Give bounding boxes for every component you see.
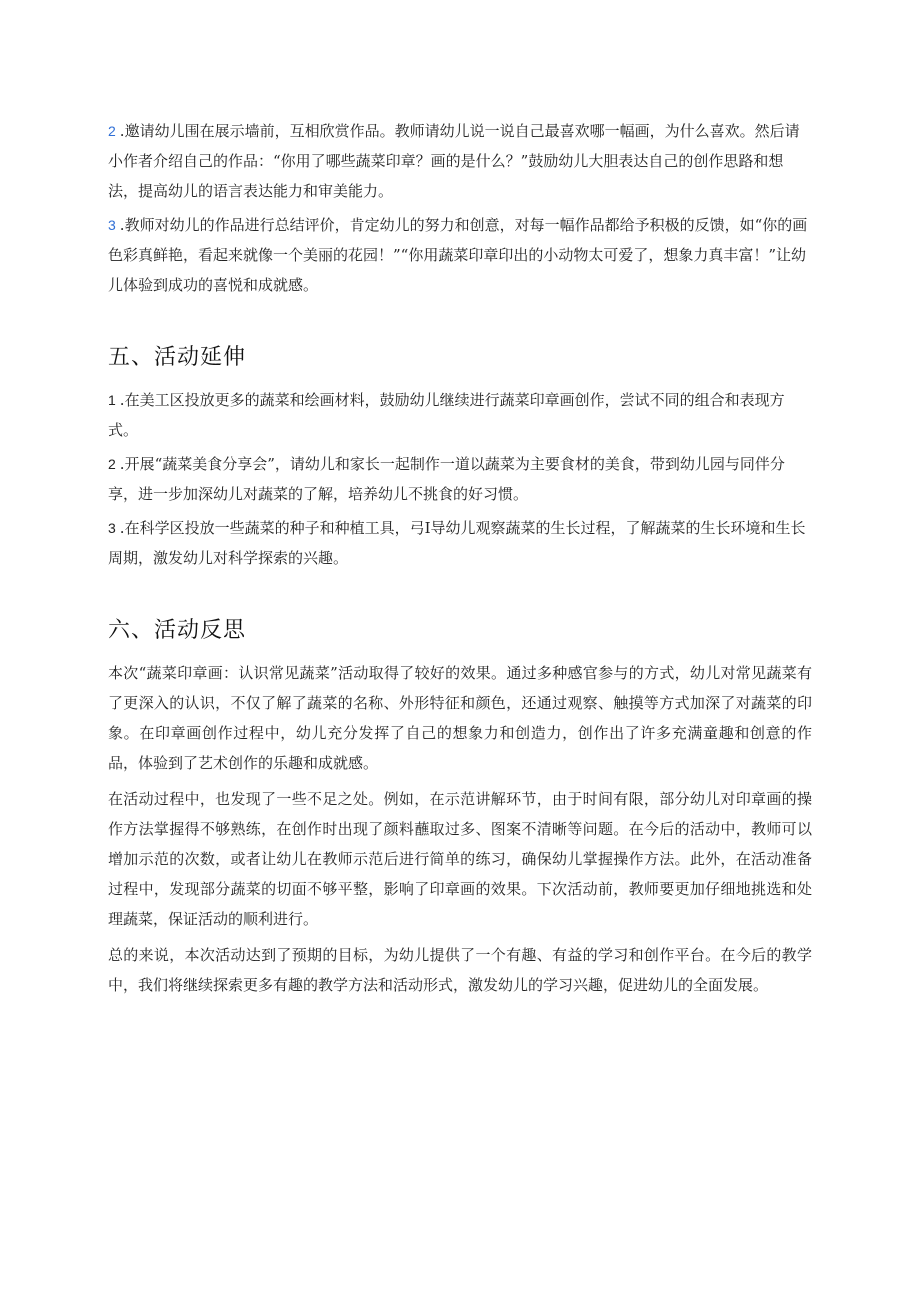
list-number: 2 xyxy=(108,123,116,139)
list-number: 1 xyxy=(108,392,116,408)
list-text: .在美工区投放更多的蔬菜和绘画材料，鼓励幼儿继续进行蔬菜印章画创作，尝试不同的组合和表现方式。 xyxy=(108,391,785,439)
list-number: 3 xyxy=(108,520,116,536)
list-number: 3 xyxy=(108,217,116,233)
list-text: .在科学区投放一些蔬菜的种子和种植工具，弓I导幼儿观察蔬菜的生长过程，了解蔬菜的生长环境和生长周期，激发幼儿对科学探索的兴趣。 xyxy=(108,519,806,567)
document-page xyxy=(108,116,812,1006)
list-text: .教师对幼儿的作品进行总结评价，肯定幼儿的努力和创意，对每一幅作品都给予积极的反馈，如“你的画色彩真鲜艳，看起来就像一个美丽的花园！”“你用蔬菜印章印出的小动物太可爱了，想象力真丰富！”让幼儿体验到成功的喜悦和成就感。 xyxy=(108,216,808,294)
list-text: .邀请幼儿围在展示墙前，互相欣赏作品。教师请幼儿说一说自己最喜欢哪一幅画，为什么喜欢。然后请小作者介绍自己的作品：“你用了哪些蔬菜印章？画的是什么？”鼓励幼儿大胆表达自己的创作思路和想法，提高幼儿的语言表达能力和审美能力。 xyxy=(108,122,800,200)
paragraph: 总的来说，本次活动达到了预期的目标，为幼儿提供了一个有趣、有益的学习和创作平台。在今后的教学中，我们将继续探索更多有趣的教学方法和活动形式，激发幼儿的学习兴趣，促进幼儿的全面发展。 xyxy=(108,946,812,994)
paragraph: 本次“蔬菜印章画：认识常见蔬菜”活动取得了较好的效果。通过多种感官参与的方式，幼儿对常见蔬菜有了更深入的认识，不仅了解了蔬菜的名称、外形特征和颜色，还通过观察、触摸等方式加深了对蔬菜的印象。在印章画创作过程中，幼儿充分发挥了自己的想象力和创造力，创作出了许多充满童趣和创意的作品，体验到了艺术创作的乐趣和成就感。 xyxy=(108,664,812,772)
section-heading-reflection: 六、活动反思 xyxy=(108,618,247,643)
list-item xyxy=(108,116,812,206)
section6-body xyxy=(108,658,812,1000)
section4-list xyxy=(108,116,812,300)
list-item xyxy=(108,385,812,445)
list-number: 2 xyxy=(108,456,116,472)
list-item xyxy=(108,210,812,300)
list-text: .开展“蔬菜美食分享会”，请幼儿和家长一起制作一道以蔬菜为主要食材的美食，带到幼儿园与同伴分享，进一步加深幼儿对蔬菜的了解，培养幼儿不挑食的好习惯。 xyxy=(108,455,785,503)
section-heading-extension: 五、活动延伸 xyxy=(108,345,247,370)
paragraph: 在活动过程中，也发现了一些不足之处。例如，在示范讲解环节，由于时间有限，部分幼儿对印章画的操作方法掌握得不够熟练，在创作时出现了颜料蘸取过多、图案不清晰等问题。在今后的活动中，教师可以增加示范的次数，或者让幼儿在教师示范后进行简单的练习，确保幼儿掌握操作方法。此外，在活动准备过程中，发现部分蔬菜的切面不够平整，影响了印章画的效果。下次活动前，教师要更加仔细地挑选和处理蔬菜，保证活动的顺利进行。 xyxy=(108,790,812,928)
list-item xyxy=(108,449,812,509)
section5-list xyxy=(108,385,812,573)
list-item xyxy=(108,513,812,573)
